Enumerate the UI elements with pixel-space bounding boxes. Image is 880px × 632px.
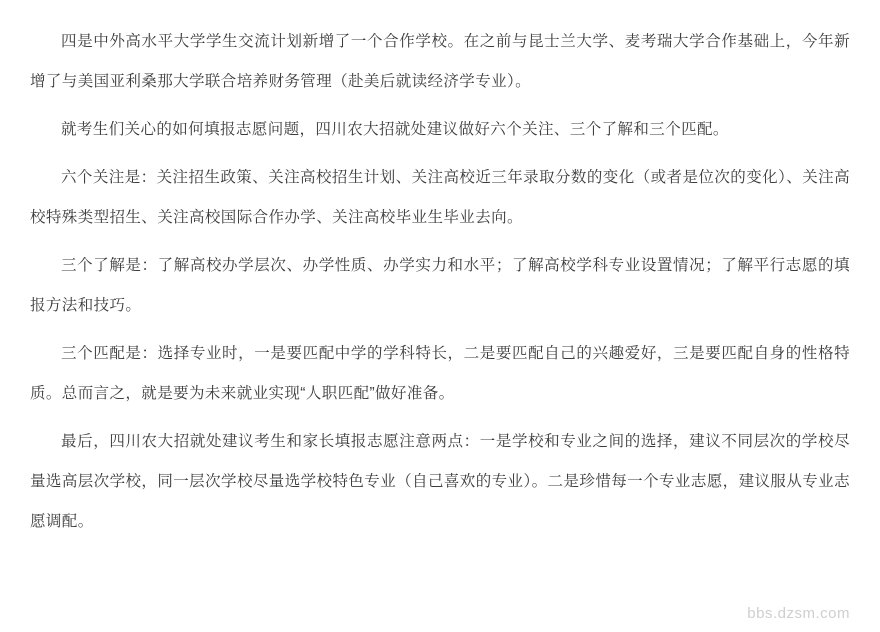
paragraph: 最后，四川农大招就处建议考生和家长填报志愿注意两点：一是学校和专业之间的选择，建议不同层次的学校尽量选高层次学校，同一层次学校尽量选学校特色专业（自己喜欢的专业）。二是珍惜每一个专业志愿，建议服从专业志愿调配。 bbox=[30, 433, 850, 530]
site-watermark: bbs.dzsm.com bbox=[747, 605, 850, 622]
paragraph: 三个匹配是：选择专业时，一是要匹配中学的学科特长，二是要匹配自己的兴趣爱好，三是要匹配自身的性格特质。总而言之，就是要为未来就业实现“人职匹配”做好准备。 bbox=[30, 345, 850, 402]
paragraph: 就考生们关心的如何填报志愿问题，四川农大招就处建议做好六个关注、三个了解和三个匹配。 bbox=[61, 121, 729, 138]
paragraph: 三个了解是：了解高校办学层次、办学性质、办学实力和水平；了解高校学科专业设置情况；了解平行志愿的填报方法和技巧。 bbox=[30, 257, 850, 314]
paragraph: 六个关注是：关注招生政策、关注高校招生计划、关注高校近三年录取分数的变化（或者是位次的变化）、关注高校特殊类型招生、关注高校国际合作办学、关注高校毕业生毕业去向。 bbox=[30, 169, 850, 226]
paragraph: 四是中外高水平大学学生交流计划新增了一个合作学校。在之前与昆士兰大学、麦考瑞大学合作基础上，今年新增了与美国亚利桑那大学联合培养财务管理（赴美后就读经济学专业）。 bbox=[30, 33, 850, 90]
